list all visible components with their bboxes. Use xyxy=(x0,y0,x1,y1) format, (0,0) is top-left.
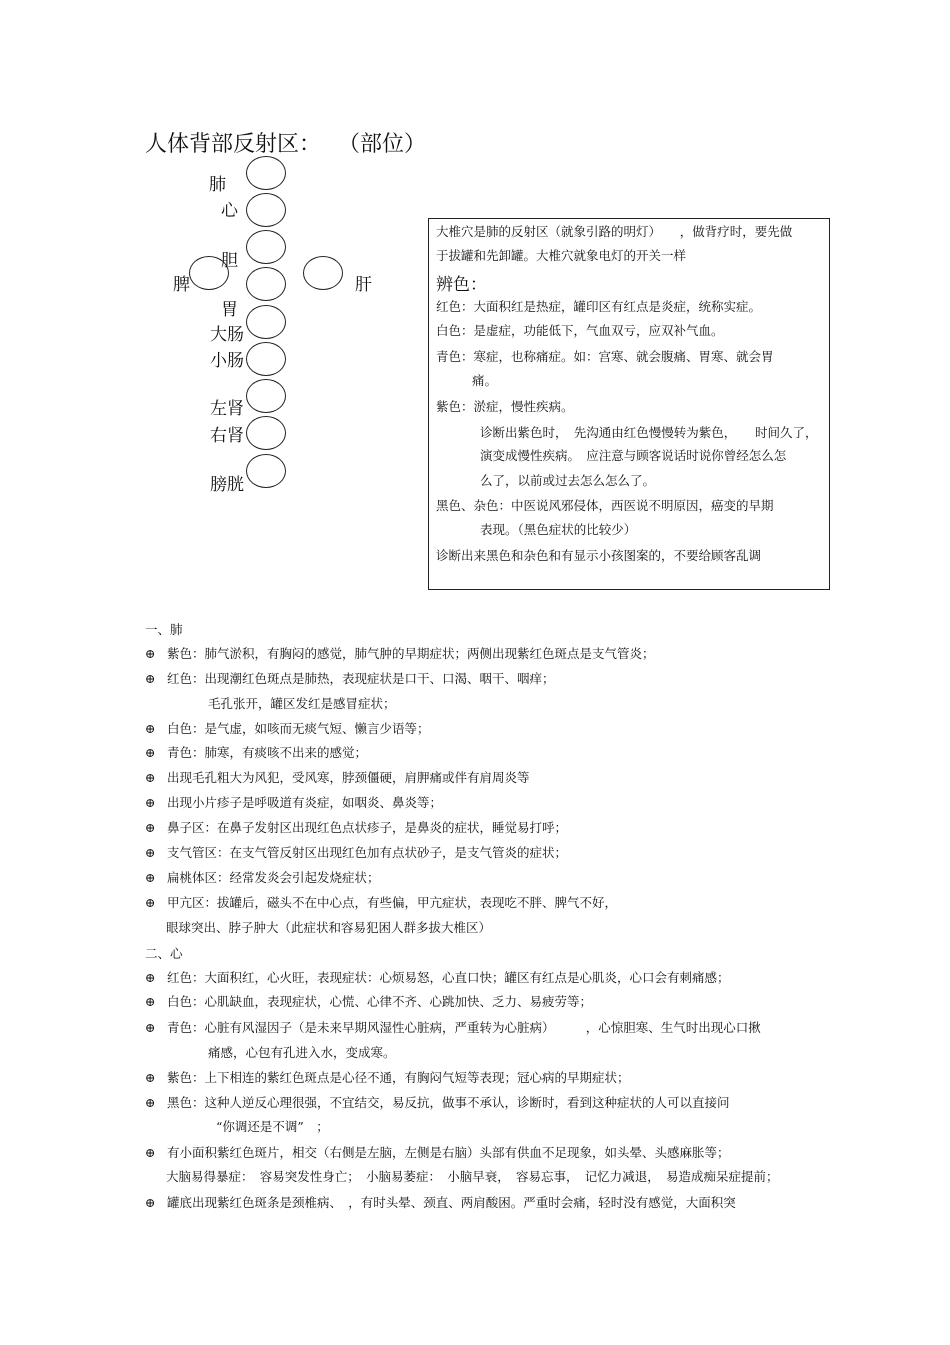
organ-label-stomach: 胃 xyxy=(221,300,238,320)
organ-label-liver: 肝 xyxy=(355,275,372,295)
bullet-icon: ⊕ xyxy=(145,1070,156,1085)
organ-label-gallbladder: 胆 xyxy=(221,251,238,271)
list-item: ⊕ 扁桃体区：经常发炎会引起发烧症状； xyxy=(145,870,380,885)
page-title: 人体背部反射区： （部位） xyxy=(145,132,427,157)
box-purple-detail1: 诊断出紫色时， 先沟通由红色慢慢转为紫色， 时间久了， xyxy=(480,425,818,440)
bullet-icon: ⊕ xyxy=(145,770,156,785)
bullet-icon: ⊕ xyxy=(145,870,156,885)
organ-label-right-kidney: 右肾 xyxy=(210,426,244,446)
reflex-circle-spleen xyxy=(189,256,229,290)
box-purple: 紫色：淤症，慢性疾病。 xyxy=(436,399,574,414)
list-item-continuation: 痛感，心包有孔进入水，变成寒。 xyxy=(208,1045,396,1060)
bullet-icon: ⊕ xyxy=(145,671,156,686)
reflex-circle-right-kidney xyxy=(246,416,286,450)
reflex-circle-large-intestine xyxy=(246,305,286,339)
list-item: ⊕ 红色：出现潮红色斑点是肺热，表现症状是口干、口渴、咽干、咽痒； xyxy=(145,671,555,686)
box-red: 红色：大面积红是热症，罐印区有红点是炎症，统称实症。 xyxy=(436,299,762,314)
list-item: ⊕ 黑色：这种人逆反心理很强，不宜结交，易反抗，做事不承认，诊断时，看到这种症状的人可以直接问 xyxy=(145,1095,730,1110)
reflex-circle-liver xyxy=(303,256,343,290)
organ-label-left-kidney: 左肾 xyxy=(210,399,244,419)
section-heading-heart: 二、心 xyxy=(145,946,183,961)
list-item: ⊕ 出现毛孔粗大为风犯，受风寒，脖颈僵硬，肩胛痛或伴有肩周炎等 xyxy=(145,770,530,785)
bullet-icon: ⊕ xyxy=(145,895,156,910)
reflex-circle-bladder xyxy=(246,454,286,488)
bullet-icon: ⊕ xyxy=(145,646,156,661)
section-heading-lung: 一、肺 xyxy=(145,622,183,637)
box-purple-detail3: 么了，以前或过去怎么怎么了。 xyxy=(480,473,656,488)
box-final: 诊断出来黑色和杂色和有显示小孩图案的，不要给顾客乱调 xyxy=(436,548,762,563)
reflex-circle-heart xyxy=(246,193,286,227)
list-item: ⊕ 红色：大面积红，心火旺，表现症状：心烦易怒，心直口快；罐区有红点是心肌炎，心口会有刺痛感； xyxy=(145,970,730,985)
list-item: ⊕ 白色：心肌缺血，表现症状，心慌、心律不齐、心跳加快、乏力、易疲劳等； xyxy=(145,994,593,1009)
reflex-circle-gallbladder xyxy=(246,230,286,264)
title-note: （部位） xyxy=(349,132,427,157)
reflex-circle-small-intestine xyxy=(246,342,286,376)
list-item: ⊕ 紫色：肺气淤积，有胸闷的感觉，肺气肿的早期症状；两侧出现紫红色斑点是支气管炎； xyxy=(145,646,655,661)
bullet-icon: ⊕ xyxy=(145,845,156,860)
reflex-circle-stomach xyxy=(246,267,286,301)
organ-label-large-intestine: 大肠 xyxy=(210,325,244,345)
box-purple-detail2: 演变成慢性疾病。 应注意与顾客说话时说你曾经怎么怎 xyxy=(480,448,787,463)
list-item-continuation: “你调还是不调” ； xyxy=(216,1119,329,1134)
bullet-icon: ⊕ xyxy=(145,1095,156,1110)
bullet-icon: ⊕ xyxy=(145,970,156,985)
bullet-icon: ⊕ xyxy=(145,795,156,810)
bullet-icon: ⊕ xyxy=(145,820,156,835)
list-item: ⊕ 青色：肺寒，有痰咳不出来的感觉； xyxy=(145,745,368,760)
list-item: ⊕ 出现小片疹子是呼吸道有炎症，如咽炎、鼻炎等； xyxy=(145,795,443,810)
list-item-continuation: 毛孔张开，罐区发红是感冒症状； xyxy=(208,696,396,711)
bullet-icon: ⊕ xyxy=(145,1020,156,1035)
list-item: ⊕ 青色：心脏有风湿因子（是未来早期风湿性心脏病，严重转为心脏病） ，心惊胆寒、生气时出现心口揪 xyxy=(145,1020,761,1035)
box-white: 白色：是虚症，功能低下，气血双亏，应双补气血。 xyxy=(436,323,724,338)
list-item: ⊕ 白色：是气虚，如咳而无痰气短、懒言少语等； xyxy=(145,721,430,736)
box-black-line2: 表现。（黑色症状的比较少） xyxy=(480,522,637,537)
organ-label-lung: 肺 xyxy=(209,175,226,195)
box-intro-line2: 于拔罐和先卸罐。大椎穴就象电灯的开关一样 xyxy=(436,248,687,263)
bullet-icon: ⊕ xyxy=(145,721,156,736)
list-item: ⊕ 紫色：上下相连的紫红色斑点是心径不通，有胸闷气短等表现；冠心病的早期症状； xyxy=(145,1070,630,1085)
organ-label-small-intestine: 小肠 xyxy=(210,351,244,371)
bullet-icon: ⊕ xyxy=(145,994,156,1009)
reflex-circle-left-kidney xyxy=(246,379,286,413)
list-item-continuation: 大脑易得暴症： 容易突发性身亡； 小脑易萎症： 小脑早衰， 容易忘事， 记忆力减退， 易造成痴呆症提前； xyxy=(166,1169,779,1184)
organ-label-heart: 心 xyxy=(221,201,238,221)
organ-label-bladder: 膀胱 xyxy=(210,475,244,495)
list-item: ⊕ 支气管区：在支气管反射区出现红色加有点状砂子，是支气管炎的症状； xyxy=(145,845,568,860)
bullet-icon: ⊕ xyxy=(145,745,156,760)
box-heading: 辨色： xyxy=(436,275,487,295)
box-cyan-line2: 痛。 xyxy=(472,373,498,388)
list-item: ⊕ 甲亢区：拔罐后，磁头不在中心点，有些偏，甲亢症状，表现吃不胖、脾气不好， xyxy=(145,895,618,910)
bullet-icon: ⊕ xyxy=(145,1145,156,1160)
list-item: ⊕ 有小面积紫红色斑片，相交（右侧是左脑，左侧是右脑）头部有供血不足现象，如头晕、头感麻胀等； xyxy=(145,1145,730,1160)
box-black-line1: 黑色、杂色：中医说风邪侵体，西医说不明原因，癌变的早期 xyxy=(436,498,774,513)
list-item: ⊕ 罐底出现紫红色斑条是颈椎病、 ，有时头晕、颈直、两肩酸困。严重时会痛，轻时没有感觉，大面积突 xyxy=(145,1195,736,1210)
list-item: ⊕ 鼻子区：在鼻子发射区出现红色点状疹子，是鼻炎的症状，睡觉易打呼； xyxy=(145,820,568,835)
list-item-continuation: 眼球突出、脖子肿大（此症状和容易犯困人群多拔大椎区） xyxy=(166,920,492,935)
bullet-icon: ⊕ xyxy=(145,1195,156,1210)
box-intro-line1: 大椎穴是肺的反射区（就象引路的明灯） ，做背疗时，要先做 xyxy=(436,224,793,239)
organ-label-spleen: 脾 xyxy=(173,275,190,295)
box-cyan-line1: 青色：寒症，也称痛症。如：宫寒、就会腹痛、胃寒、就会胃 xyxy=(436,349,774,364)
reflex-circle-lung xyxy=(246,156,286,190)
